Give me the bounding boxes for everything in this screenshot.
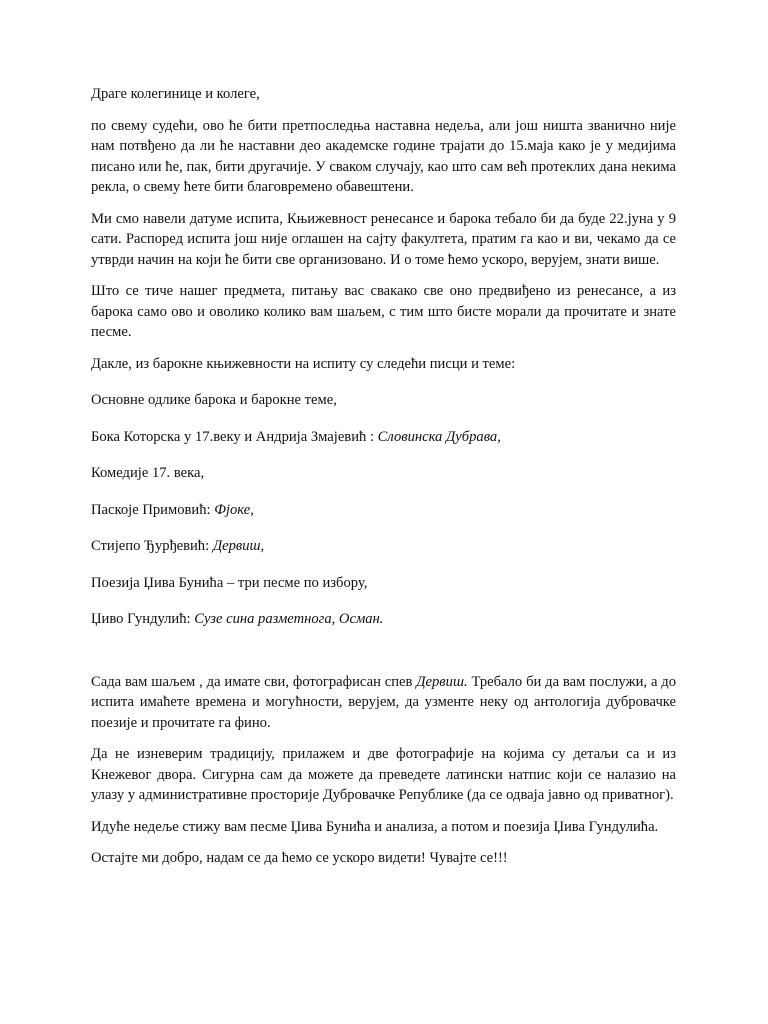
list-item-text: Стијепо Ђурђевић:	[91, 538, 213, 554]
list-item-title: Словинска Дубрава,	[377, 428, 501, 445]
list-item: Поезија Џива Бунића – три песме по избору,	[91, 574, 368, 591]
list-item: Основне одлике барока и барокне теме,	[91, 392, 337, 408]
list-item	[91, 609, 676, 630]
list-item-title: Фјоке,	[214, 501, 254, 518]
list-item	[91, 500, 676, 521]
blank-line	[91, 646, 676, 672]
list-item	[91, 536, 676, 557]
letter-body	[91, 84, 676, 880]
paragraph-5-title: Дервиш.	[416, 673, 468, 690]
list-item-title: Сузе сина разметнога, Осман.	[194, 611, 384, 627]
paragraph-5-end: Требало би да вам послужи, а до испита имаћете времена и могућности, верујем, да узменте неку од антологија дубровачке поезије и прочитате га фино.	[91, 673, 676, 731]
list-item-text: Џиво Гундулић:	[91, 611, 195, 627]
paragraph-7: Идуће недеље стижу вам песме Џива Бунића и анализа, а потом и поезија Џива Гундулића.	[91, 818, 659, 835]
list-item-text: Бока Которска у 17.веку и Андрија Змајевић :	[91, 428, 378, 445]
list-item-title: Дервиш,	[212, 538, 265, 554]
list-item: Комедије 17. века,	[91, 465, 205, 481]
greeting: Драге колегинице и колеге,	[91, 86, 260, 102]
paragraph-4: Дакле, из барокне књижевности на испиту су следећи писци и теме:	[91, 355, 516, 372]
paragraph-6: Да не изневерим традицију, прилажем и две фотографије на којима су детаљи са и из Кнежевог двора. Сигурна сам да можете да преведете латински натпис који се налазио на улазу у административне просторије Дубровачке Републике (да се одваја јавно од приватног).	[91, 746, 676, 803]
paragraph-1: по свему судећи, ово ће бити претпоследња наставна недеља, али још ништа званично није нам потвђено да ли ће наставни део академске године трајати до 15.маја како је у медијима писано или ће, пак, бити другачије. У сваком случају, као што сам већ протеклих дана некима рекла, о свему ћете бити благовремено обавештени.	[91, 117, 676, 195]
paragraph-5	[91, 672, 676, 734]
paragraph-2: Ми смо навели датуме испита, Књижевност ренесансе и барока тебало би да буде 22.јуна у 9 сати. Распоред испита још није оглашен на сајту факултета, пратим га као и ви, чекамо да се утврди начин на који ће бити све организовано. И о томе ћемо ускоро, верујем, знати више.	[91, 210, 676, 268]
paragraph-5-start: Сада вам шаљем , да имате сви, фотографисан спев	[91, 673, 417, 690]
list-item	[91, 427, 676, 448]
closing: Остајте ми добро, надам се да ћемо се ускоро видети! Чувајте се!!!	[91, 850, 508, 866]
list-item-text: Паскоје Примовић:	[91, 501, 215, 518]
paragraph-3: Што се тиче нашег предмета, питању вас свакако све оно предвиђено из ренесансе, а из барока само ово и оволико колико вам шаљем, с тим што бисте морали да прочитате и знате песме.	[91, 283, 676, 340]
